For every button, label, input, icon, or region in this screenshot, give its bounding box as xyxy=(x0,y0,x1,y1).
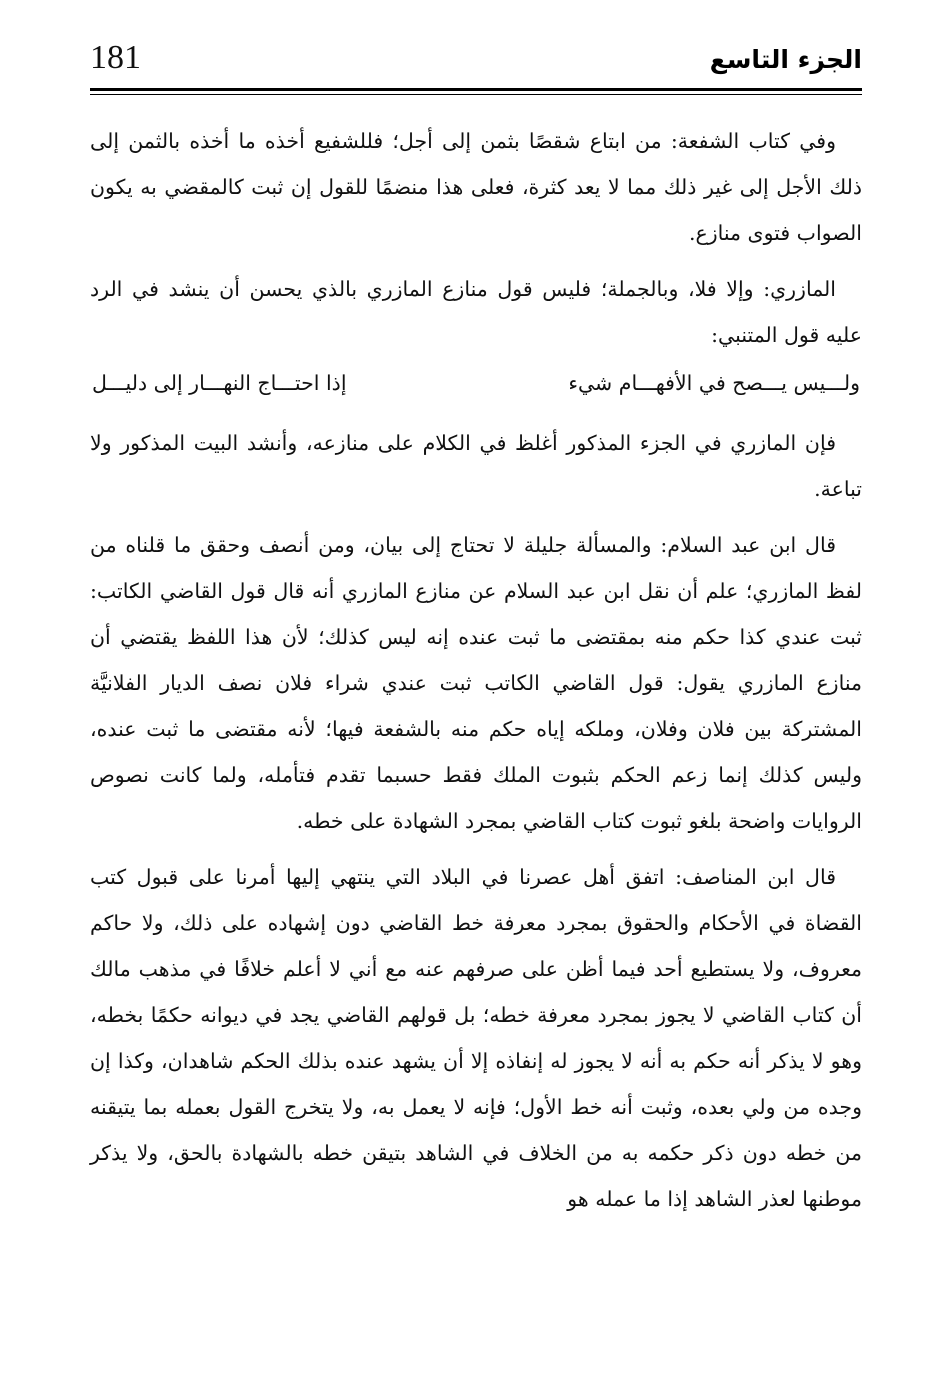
page-number: 181 xyxy=(90,39,141,76)
header-rule-thin xyxy=(90,94,862,95)
paragraph-3: فإن المازري في الجزء المذكور أغلظ في الكلام على منازعه، وأنشد البيت المذكور ولا تباعة. xyxy=(90,431,862,501)
verse-second-hemistich: إذا احتـــاج النهـــار إلى دليـــل xyxy=(92,371,347,395)
body-text xyxy=(90,118,862,1232)
header-rule-thick xyxy=(90,88,862,91)
verse-first-hemistich: ولـــيس يـــصح في الأفهـــام شيء xyxy=(568,371,860,395)
paragraph-5: قال ابن المناصف: اتفق أهل عصرنا في البلاد التي ينتهي إليها أمرنا على قبول كتب القضاة في الأحكام والحقوق بمجرد معرفة خط القاضي دون إشهاده على ذلك، ولا حاكم معروف، ولا يستطيع أحد فيما أظن على صرفهم عنه مع أني لا أعلم خلافًا في مذهب مالك أن كتاب القاضي لا يجوز بمجرد معرفة خطه؛ بل قولهم القاضي يجد في ديوانه حكمًا بخطه، وهو لا يذكر أنه حكم به أنه لا يجوز له إنفاذه إلا أن يشهد عنده بذلك الحكم شاهدان، وكذا إن وجده من ولي بعده، وثبت أنه خط الأول؛ فإنه لا يعمل به، ولا يتخرج القول بعمله بما يتيقنه من خطه دون ذكر حكمه به من الخلاف في الشاهد بتيقن خطه بالشهادة بالحق، ولا يذكر موطنها لعذر الشاهد إذا ما عمله هو xyxy=(90,865,862,1211)
poetry-verse xyxy=(90,360,862,406)
paragraph-4: قال ابن عبد السلام: والمسألة جليلة لا تحتاج إلى بيان، ومن أنصف وحقق ما قلناه من لفظ المازري؛ علم أن نقل ابن عبد السلام عن منازع المازري أنه قال قول القاضي الكاتب: ثبت عندي كذا حكم منه بمقتضى ما ثبت عنده إنه ليس كذلك؛ لأن هذا اللفظ يقتضي أن منازع المازري يقول: قول القاضي الكاتب ثبت عندي شراء فلان نصف الديار الفلانيَّة المشتركة بين فلان وفلان، وملكه إياه حكم منه بالشفعة فيها؛ لأنه مقتضى ما ثبت عنده، وليس كذلك إنما زعم الحكم بثبوت الملك فقط حسبما تقدم فتأمله، ولما كانت نصوص الروايات واضحة بلغو ثبوت كتاب القاضي بمجرد الشهادة على خطه. xyxy=(90,533,862,833)
running-title: الجزء التاسع xyxy=(709,45,862,74)
paragraph-1: وفي كتاب الشفعة: من ابتاع شقصًا بثمن إلى أجل؛ فللشفيع أخذه ما أخذه بالثمن إلى ذلك الأجل إلى غير ذلك مما لا يعد كثرة، فعلى هذا منضمًا للقول إن ثبت كالمقضي به يكون الصواب فتوى منازع. xyxy=(90,129,862,245)
paragraph-2: المازري: وإلا فلا، وبالجملة؛ فليس قول منازع المازري بالذي يحسن أن ينشد في الرد عليه قول المتنبي: xyxy=(90,277,862,347)
page-header xyxy=(90,36,862,86)
